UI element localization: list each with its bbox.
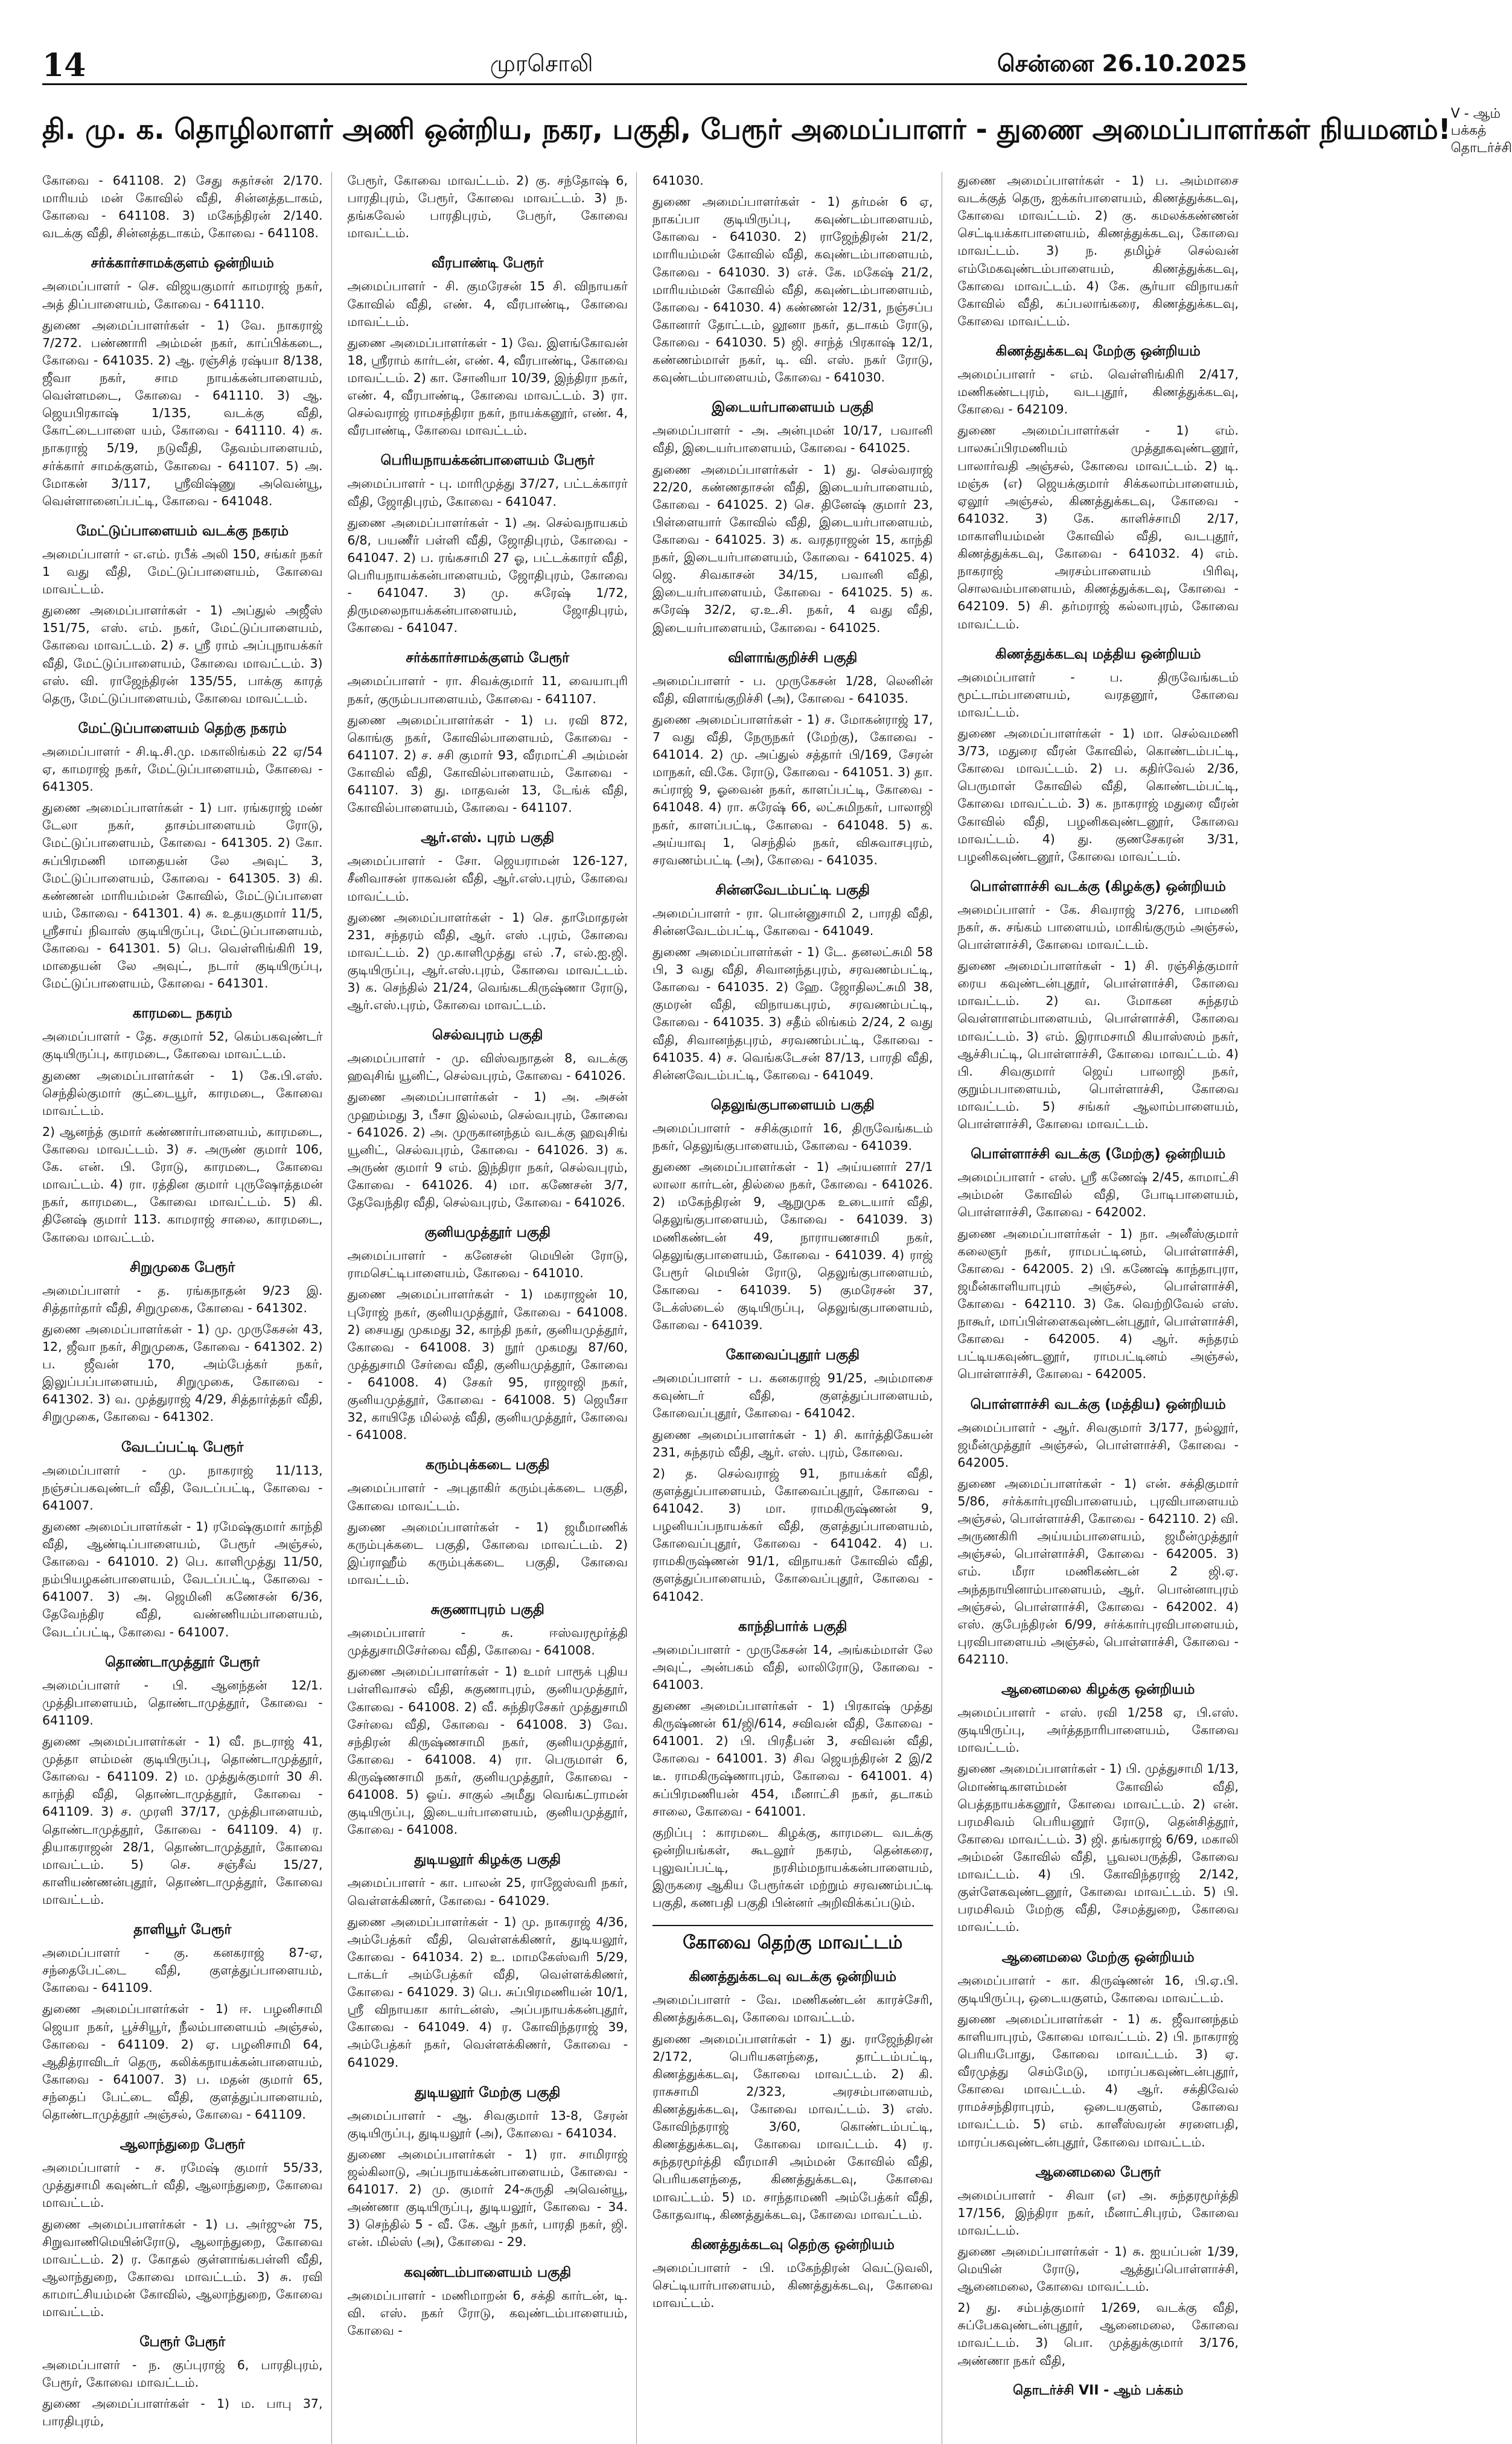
article-columns [42, 172, 1247, 2429]
appointment-section [42, 172, 323, 242]
appointment-text: அமைப்பாளர் - பு. மாரிமுத்து 37/27, பட்டக்காரர் வீதி, ஜோதிபுரம், கோவை - 641047. [347, 476, 628, 509]
masthead [42, 47, 1247, 85]
appointment-section [958, 1146, 1239, 1383]
appointment-text: துணை அமைப்பாளர்கள் - 1) சி. ரஞ்சித்குமார் ரைய கவுண்டன்புதூர், பொள்ளாச்சி, கோவை மாவட்டம். 2) வ. மோகன சுந்தரம் வெள்ளாளம்பாளையம், பொள்ளாச்சி, கோவை மாவட்டம். 3) எம். இராமசாமி கியாஸ்ஸம் நகர், ஆச்சிபட்டி, பொள்ளாச்சி, கோவை மாவட்டம். 4) பி. சிவகுமார் ஜெய் பாலாஜி நகர், குறும்பபாளையம், பொள்ளாச்சி, கோவை மாவட்டம். 5) சங்கர் ஆலாம்பாளையம், பொள்ளாச்சி, கோவை மாவட்டம். [957, 959, 1239, 1132]
appointment-section [42, 255, 323, 509]
appointment-text: அமைப்பாளர் - சசிக்குமார் 16, திருவேங்கடம் நகர், தெலுங்குபாளையம், கோவை - 641039. [652, 1120, 933, 1153]
district-heading: கோவை தெற்கு மாவட்டம் [652, 1925, 933, 1956]
appointment-text: அமைப்பாளர் - ந. குப்புராஜ் 6, பாரதிபுரம், பேரூர், கோவை மாவட்டம். [42, 2358, 323, 2390]
appointment-section [958, 879, 1239, 1133]
appointment-text: துணை அமைப்பாளர்கள் - 1) அய்யனார் 27/1 லாலா கார்டன், தில்லை நகர், கோவை - 641026. 2) மகேந்திரன் 9, ஆறுமுக உடையார் வீதி, தெலுங்குபாளையம், கோவை - 641039. 3) மணிகண்டன் 49, நாராயணசாமி நகர், தெலுங்குபாளையம், கோவை - 641039. 4) ராஜ் பேரூர் மெயின் ரோடு, தெலுங்குபாளையம், கோவை - 641039. 5) குமரேசன் 37, டேக்ஸ்டைல் குடியிருப்பு, தெலுங்குபாளையம், கோவை - 641039. [652, 1160, 933, 1333]
section-heading: பொள்ளாச்சி வடக்கு (கிழக்கு) ஒன்றியம் [970, 878, 1227, 895]
appointment-text: அமைப்பாளர் - ப. முருகேசன் 1/28, லெனின் வீதி, விளாங்குறிச்சி (அ), கோவை - 641035. [652, 673, 933, 706]
appointment-text: அமைப்பாளர் - எஸ். ஸ்ரீ கணேஷ் 2/45, காமாட்சி அம்மன் கோவில் வீதி, போடிபாளையம், பொள்ளாச்சி, கோவை - 642002. [957, 1170, 1239, 1220]
appointment-section [958, 343, 1239, 633]
appointment-text: அமைப்பாளர் - முருகேசன் 14, அங்கம்மாள் லே அவுட், அன்பகம் வீதி, லாலிரோடு, கோவை - 641003. [652, 1642, 933, 1692]
appointment-text: அமைப்பாளர் - எ.எம். ரபீக் அலி 150, சங்கர் நகர் 1 வது வீதி, மேட்டுப்பாளையம், கோவை மாவட்டம். [42, 546, 323, 597]
appointment-section [652, 172, 933, 386]
appointment-section [652, 1347, 933, 1605]
section-heading: துடியலூர் மேற்கு பகுதி [415, 2084, 561, 2101]
appointment-section [652, 400, 933, 636]
appointment-text: அமைப்பாளர் - கே. சிவராஜ் 3/276, பாமணி நகர், சு. சங்கம் பாளையம், மாகிங்குரும் அஞ்சல், பொள்ளாச்சி, கோவை மாவட்டம். [957, 902, 1239, 952]
appointment-text: துணை அமைப்பாளர்கள் - 1) வே. நாகராஜ் 7/272. பண்ணாரி அம்மன் நகர், காப்பிக்கடை, கோவை - 641035. 2) ஆ. ரஞ்சித் ரஷ்யா 8/138, ஜீவா நகர், சாம நாயக்கன்பாளையம், வெள்ளமடை, கோவை - 641110. 3) ஆ. ஜெயபிரகாஷ் 1/135, வடக்கு வீதி, கோட்டைபாளை யம், கோவை - 641110. 4) சு. நாகராஜ் 5/19, நடுவீதி, தேவம்பாளையம், சர்க்கார் சாமக்குளம், கோவை - 641107. 5) அ. மோகன் 3/117, ஸ்ரீவிஷ்ணு அவென்யூ, வெள்ளானைப்பட்டி, கோவை - 641048. [42, 317, 323, 508]
section-heading: சின்னவேடம்பட்டி பகுதி [715, 882, 870, 898]
section-heading: செல்வபுரம் பகுதி [432, 1027, 543, 1044]
appointment-section [652, 2237, 933, 2312]
appointment-text: துணை அமைப்பாளர்கள் - 1) அப்துல் அஜீஸ் 151/75, எஸ். எம். நகர், மேட்டுப்பாளையம், கோவை மாவட்டம். 2) ச. ஸ்ரீ ராம் அப்புநாயக்கர் வீதி, மேட்டுப்பாளையம், கோவை மாவட்டம். 3) எஸ். வி. ராஜேந்திரன் 135/55, பாக்கு காரத் தெரு, மேட்டுப்பாளையம், கோவை மாவட்டம். [42, 603, 323, 706]
appointment-text: அமைப்பாளர் - பி. மகேந்திரன் வெட்டுவலி, செட்டியார்பாளையம், கிணத்துக்கடவு, கோவை மாவட்டம். [652, 2260, 933, 2310]
section-heading: பேரூர் பேரூர் [139, 2334, 226, 2350]
appointment-text: அமைப்பாளர் - கு. கனகராஜ் 87-ஏ, சந்தைபேட்டை வீதி, குளத்துப்பாளையம், கோவை - 641109. [42, 1945, 323, 1996]
appointment-text: துணை அமைப்பாளர்கள் - 1) மு. நாகராஜ் 4/36, அம்பேத்கர் வீதி, வெள்ளக்கிணர், துடியலூர், கோவை - 641034. 2) உ. மாமகேஸ்வரி 5/29, டாக்டர் அம்பேத்கர் வீதி, வெள்ளக்கிணர், கோவை - 641029. 3) பெ. சுப்பிரமணியன் 10/1, ஸ்ரீ விநாயகா கார்டன்ஸ், அப்பநாயக்கன்புதூர், கோவை - 641049. 4) ர. கோவிந்தராஜ் 39, அம்பேத்கர் நகர், வெள்ளக்கிணர், கோவை - 641029. [347, 1914, 628, 2070]
appointment-text: அமைப்பாளர் - சிவா (எ) அ. சுந்தரமூர்த்தி 17/156, இந்திரா நகர், மீனாட்சிபுரம், கோவை மாவட்டம். [957, 2187, 1239, 2238]
section-heading: மேட்டுப்பாளையம் வடக்கு நகரம் [76, 523, 289, 539]
appointment-text: அமைப்பாளர் - கனேசன் மெயின் ரோடு, ராமசெட்டிபாளையம், கோவை - 641010. [347, 1248, 628, 1281]
section-heading: ஆலாந்துறை பேரூர் [120, 2137, 245, 2153]
section-heading: இடையர்பாளையம் பகுதி [712, 400, 874, 416]
section-heading: சுகுணாபுரம் பகுதி [430, 1602, 544, 1618]
appointment-section [652, 1619, 933, 1912]
appointment-text: துணை அமைப்பாளர்கள் - 1) ஈ. பழனிசாமி ஜெயா நகர், பூச்சியூர், நீலம்பாளையம் அஞ்சல், கோவை - 641109. 2) ஏ. பழனிசாமி 64, ஆதித்ராவிடர் தெரு, கலிக்கநாயக்கன்பாளையம், கோவை - 641007. 3) ப. மதன் குமார் 65, சந்தைப் பேட்டை வீதி, குளத்துப்பாளையம், தொண்டாமுத்தூர் அஞ்சல், கோவை - 641109. [42, 2002, 323, 2122]
appointment-section [42, 1440, 323, 1641]
section-heading: கவுண்டம்பாளையம் பகுதி [404, 2264, 572, 2280]
appointment-text: துணை அமைப்பாளர்கள் - 1) ஜமீமாணிக் கரும்புக்கடை பகுதி, கோவை மாவட்டம். 2) இப்ராஹீம் கரும்புக்கடை பகுதி, கோவை மாவட்டம். [347, 1519, 628, 1587]
appointment-text: துணை அமைப்பாளர்கள் - 1) து. ராஜேந்திரன் 2/172, பெரியகளந்தை, தாட்டம்பட்டி, கிணத்துக்கடவு, கோவை மாவட்டம். 2) கி. ராசுசாமி 2/323, அரசம்பாளையம், கிணத்துக்கடவு, கோவை மாவட்டம். 3) எஸ். கோவிந்தராஜ் 3/60, கொண்டம்பட்டி, கிணத்துக்கடவு, கோவை மாவட்டம். 4) ர. சுந்தரமூர்த்தி வீரமாசி அம்மன் கோவில் வீதி, பெரியகளந்தை, கிணத்துக்கடவு, கோவை மாவட்டம். 5) ம. சாந்தாமணி அம்பேத்கர் வீதி, கோதவாடி, கிணத்துக்கடவு, கோவை மாவட்டம். [652, 2031, 933, 2222]
appointment-section [652, 1925, 933, 1956]
appointment-section [42, 2137, 323, 2321]
appointment-text: அமைப்பாளர் - ப. திருவேங்கடம் மூட்டாம்பாளையம், வரதனூர், கோவை மாவட்டம். [957, 669, 1239, 719]
section-heading: குனியமுத்தூர் பகுதி [424, 1225, 551, 1241]
section-heading: பொள்ளாச்சி வடக்கு (மத்திய) ஒன்றியம் [970, 1396, 1226, 1412]
appointment-text: 641030. [652, 173, 704, 188]
appointment-section [42, 2334, 323, 2430]
appointment-text: அமைப்பாளர் - மணிமாறன் 6, சக்தி கார்டன், டி. வி. எஸ். நகர் ரோடு, கவுண்டம்பாளையம், கோவை - [347, 2288, 628, 2338]
section-heading: கிணத்துக்கடவு வடக்கு ஒன்றியம் [689, 1969, 897, 1985]
appointment-text: துணை அமைப்பாளர்கள் - 1) சு. ஐயப்பன் 1/39, மெயின் ரோடு, ஆத்துப்பொள்ளாச்சி, ஆனைமலை, கோவை மாவட்டம். [957, 2244, 1239, 2294]
appointment-text: துணை அமைப்பாளர்கள் - 1) எம். பாலசுப்பிரமணியம் முத்தூகவுண்டனூர், பாலார்வதி அஞ்சல், கோவை மாவட்டம். 2) டி. மஞ்சு (எ) ஜெயக்குமார் சிக்கலாம்பாளையம், ஏலூர் அஞ்சல், கிணத்துக்கடவு, கோவை - 641032. 3) கே. காளிச்சாமி 2/17, மாகாளியம்மன் கோவில் வீதி, வடபுதூர், கிணத்துக்கடவு, கோவை - 641032. 4) எம். நாகராஜ் அரசம்பாளையம் பிரிவு, சொலவம்பாளையம், கிணத்துக்கடவு, கோவை - 642109. 5) சி. தர்மராஜ் கல்லாபுரம், கோவை மாவட்டம். [957, 423, 1239, 631]
appointment-section [42, 721, 323, 993]
appointment-text: துணை அமைப்பாளர்கள் - 1) கே.பி.எஸ். செந்தில்குமார் குட்டையூர், காரமடை, கோவை மாவட்டம். [42, 1068, 323, 1118]
appointment-text: துணை அமைப்பாளர்கள் - 1) ரா. சாமிராஜ் ஜல்கிலாடு, அப்பநாயக்கன்பாளையம், கோவை - 641017. 2) மு. குமார் 24-சுருதி அவென்யூ, அண்ணா குடியிருப்பு, துடியலூர், கோவை - 34. 3) செந்தில் 5 - வீ. கே. ஆர் நகர், பாரதி நகர், ஜி. என். மில்ஸ் (அ), கோவை - 29. [347, 2146, 628, 2250]
appointment-text: அமைப்பாளர் - மு. நாகராஜ் 11/113, நஞ்சப்பகவுண்டர் வீதி, வேடப்பட்டி, கோவை - 641007. [42, 1463, 323, 1513]
section-heading: வீரபாண்டி பேரூர் [431, 255, 544, 272]
appointment-section [42, 1922, 323, 2123]
appointment-section [958, 1950, 1239, 2151]
appointment-text: துணை அமைப்பாளர்கள் - 1) ப. ரவி 872, கொங்கு நகர், கோவில்பாளையம், கோவை - 641107. 2) ச. சசி குமார் 93, வீரமாட்சி அம்மன் கோவில் வீதி, கோவில்பாளையம், கோவை - 641107. 3) து. மாதவன் 13, டேங்க் வீதி, கோவில்பாளையம், கோவை - 641107. [347, 712, 628, 815]
appointment-section [652, 1969, 933, 2223]
page-number: 14 [42, 46, 86, 84]
appointment-text: அமைப்பாளர் - எம். வெள்ளிங்கிரி 2/417, மணிகண்டபுரம், வடபுதூர், கிணத்துக்கடவு, கோவை - 642109. [957, 366, 1239, 417]
headline-row [42, 100, 1512, 163]
appointment-text: துணை அமைப்பாளர்கள் - 1) உமர் பாரூக் புதிய பள்ளிவாசல் வீதி, சுகுணாபுரம், குனியமுத்தூர், கோவை - 641008. 2) வீ. சுந்திரசேகர் முத்துசாமி சேர்வை வீதி, கோவை - 641008. 3) வே. சந்திரன் கிருஷ்ணசாமி நகர், குனியமுத்தூர், கோவை - 641008. 4) ரா. பெருமாள் 6, கிருஷ்ணசாமி நகர், குனியமுத்தூர், கோவை - 641008. 5) ஓய். சாகுல் அமீது வெங்கட்ராமன் குடியிருப்பு, இடையர்பாளையம், குனியமுத்தூர், கோவை - 641008. [347, 1664, 628, 1837]
appointment-section [958, 1397, 1239, 1669]
appointment-text: அமைப்பாளர் - கா. பாலன் 25, ராஜேஸ்வரி நகர், வெள்ளக்கிணர், கோவை - 641029. [347, 1875, 628, 1908]
article-column [348, 172, 637, 2444]
appointment-text: அமைப்பாளர் - ஆ. சிவகுமார் 13-8, சேரன் குடியிருப்பு, துடியலூர் (அ), கோவை - 641034. [347, 2108, 628, 2140]
appointment-text: துணை அமைப்பாளர்கள் - 1) வீ. நடராஜ் 41, முத்தா ளம்மன் குடியிருப்பு, தொண்டாமுத்தூர், கோவை - 641109. 2) ம. முத்துக்குமார் 30 சி. காந்தி வீதி, தொண்டாமுத்தூர், கோவை - 641109. 3) ச. முரளி 37/17, முத்திபாளையம், தொண்டாமுத்தூர், கோவை - 641109. 4) ர. தியாகராஜன் 28/1, தொண்டாமுத்தூர், கோவை மாவட்டம். 5) செ. சஞ்சீவ் 15/27, காளியண்ணன்புதூர், தொண்டாமுத்தூர், கோவை மாவட்டம். [42, 1734, 323, 1907]
appointment-text: துணை அமைப்பாளர்கள் - 1) ம. பாபு 37, பாரதிபுரம், [42, 2396, 323, 2429]
appointment-section [958, 1682, 1239, 1936]
section-heading: சிறுமுகை பேரூர் [130, 1259, 235, 1275]
appointment-text: பேரூர், கோவை மாவட்டம். 2) கு. சந்தோஷ் 6, பாரதிபுரம், பேரூர், கோவை மாவட்டம். 3) ந. தங்கவேல் பாரதிபுரம், பேரூர், கோவை மாவட்டம். [347, 173, 628, 241]
appointment-text: துணை அமைப்பாளர்கள் - 1) ப. அர்ஜுன் 75, சிறுவாணிமெயின்ரோடு, ஆலாந்துறை, கோவை மாவட்டம். 2) ர. கோதல் குள்ளாங்கபள்ளி வீதி, ஆலாந்துறை, கோவை மாவட்டம். 3) சு. ரவி காமாட்சியம்மன் கோவில், ஆலாந்துறை, கோவை மாவட்டம். [42, 2216, 323, 2320]
appointment-section [348, 453, 628, 637]
page-date: சென்னை 26.10.2025 [997, 50, 1247, 77]
section-heading: விளாங்குறிச்சி பகுதி [728, 649, 858, 666]
appointment-text: அமைப்பாளர் - ரா. பொன்னுசாமி 2, பாரதி வீதி, சின்னவேடம்பட்டி, கோவை - 641049. [652, 905, 933, 938]
appointment-text: அமைப்பாளர் - ரா. சிவக்குமார் 11, வையாபுரி நகர், குரும்பபாளையம், கோவை - 641107. [347, 674, 628, 706]
section-heading: கிணத்துக்கடவு தெற்கு ஒன்றியம் [691, 2236, 895, 2253]
section-heading: கிணத்துக்கடவு மேற்கு ஒன்றியம் [995, 343, 1201, 359]
appointment-text: துணை அமைப்பாளர்கள் - 1) டே. தனலட்சுமி 58 பி, 3 வது வீதி, சிவானந்தபுரம், சரவணம்பட்டி, கோவை - 641035. 2) ஹே. ஜோதிலட்சுமி 38, குமரன் வீதி, விநாயகபுரம், சரவணம்பட்டி, கோவை - 641035. 3) சதீம் லிங்கம் 2/24, 2 வது வீதி, சிவானந்தபுரம், சரவணம்பட்டி, கோவை - 641035. 4) ச. வெங்கடேசன் 87/13, பாரதி வீதி, சின்னவேடம்பட்டி, கோவை - 641049. [652, 945, 933, 1082]
appointment-text: துணை அமைப்பாளர்கள் - 1) பா. ரங்கராஜ் மண் டேலா நகர், தாசம்பாளையம் ரோடு, மேட்டுப்பாளையம், கோவை - 641305. 2) கோ. சுப்பிரமணி மாதையன் லே அவுட் 3, மேட்டுப்பாளையம், கோவை - 641305. 3) கி. கண்ணன் மாரியம்மன் கோவில், மேட்டுப்பாளை யம், கோவை - 641301. 4) சு. உதயகுமார் 11/5, ஸ்ரீசாய் நிவாஸ் குடியிருப்பு, மேட்டுப்பாளையம், கோவை - 641301. 5) பெ. வெள்ளிங்கிரி 19, மாதையன் லே அவுட், நடார் குடியிருப்பு, மேட்டுப்பாளையம், கோவை - 641301. [42, 800, 323, 991]
page-headline: தி. மு. க. தொழிலாளர் அணி ஒன்றிய, நகர, பகுதி, பேரூர் அமைப்பாளர் - துணை அமைப்பாளர்கள் நியமனம்! [42, 113, 1451, 145]
appointment-text: அமைப்பாளர் - பி. ஆனந்தன் 12/1. முத்திபாளையம், தொண்டாமுத்தூர், கோவை - 641109. [42, 1677, 323, 1728]
paper-name: முரசொலி [490, 50, 593, 77]
appointment-text: துணை அமைப்பாளர்கள் - 1) மா. செல்வமணி 3/73, மதுரை வீரன் கோவில், கொண்டம்பட்டி, கோவை மாவட்டம். 2) ப. கதிர்வேல் 2/36, பெருமாள் கோவில் வீதி, கொண்டம்பட்டி, கோவை மாவட்டம். 3) க. நாகராஜ் மதுரை வீரன் கோவில் வீதி, பழனிகவுண்டனூர், கோவை மாவட்டம். 4) து. குணசேகரன் 3/31, பழனிகவுண்டனூர், கோவை மாவட்டம். [957, 726, 1239, 864]
appointment-section [348, 1225, 628, 1444]
appointment-section [42, 1654, 323, 1909]
appointment-text: துணை அமைப்பாளர்கள் - 1) சி. கார்த்திகேயன் 231, சுந்தரம் வீதி, ஆர். எஸ். புரம், கோவை. [652, 1427, 933, 1460]
section-heading: துடியலூர் கிழக்கு பகுதி [414, 1852, 561, 1868]
article-column [42, 172, 332, 2444]
appointment-section [348, 1602, 628, 1839]
appointment-section [652, 882, 933, 1084]
appointment-text: அமைப்பாளர் - அ. அன்புமன் 10/17, பவானி வீதி, இடையர்பாளையம், கோவை - 641025. [652, 423, 933, 456]
appointment-text: அமைப்பாளர் - மு. விஸ்வநாதன் 8, வடக்கு ஹவுசிங் யூனிட், செல்வபுரம், கோவை - 641026. [347, 1051, 628, 1083]
section-heading: பொள்ளாச்சி வடக்கு (மேற்கு) ஒன்றியம் [971, 1146, 1226, 1163]
appointment-text: துணை அமைப்பாளர்கள் - 1) தர்மன் 6 ஏ, நாகப்பா குடியிருப்பு, கவுண்டம்பாளையம், கோவை - 641030. 2) ராஜேந்திரன் 21/2, மாரியம்மன் கோவில் வீதி, கவுண்டம்பாளையம், கோவை - 641030. 3) எச். கே. மகேஷ் 21/2, மாரியம்மன் கோவில் வீதி, கவுண்டம்பாளையம், கோவை - 641030. 4) கண்ணன் 12/31, நஞ்சப்ப கோனார் தோட்டம், லூனா நகர், தடாகம் ரோடு, கோவை - 641030. 5) ஜி. சாந்த் பிரகாஷ் 12/1, கண்ணம்மாள் நகர், டி. வி. எஸ். நகர் ரோடு, கவுண்டம்பாளையம், கோவை - 641030. [652, 194, 933, 385]
section-heading: கிணத்துக்கடவு மத்திய ஒன்றியம் [995, 646, 1201, 662]
appointment-section [42, 1260, 323, 1426]
appointment-text: அமைப்பாளர் - சி. குமரேசன் 15 சி. விநாயகர் கோவில் வீதி, எண். 4, வீரபாண்டி, கோவை மாவட்டம். [347, 279, 628, 329]
appointment-text: அமைப்பாளர் - எஸ். ரவி 1/258 ஏ, பி.எஸ். குடியிருப்பு, அர்த்தநாரிபாளையம், கோவை மாவட்டம். [957, 1705, 1239, 1755]
appointment-section [348, 1852, 628, 2071]
appointment-section [348, 830, 628, 1014]
appointment-text: துணை அமைப்பாளர்கள் - 1) ப. அம்மாசை வடக்குத் தெரு, ஐக்கர்பாளையம், கிணத்துக்கடவு, கோவை மாவட்டம். 2) கு. கமலக்கண்ணன் செட்டியக்காபாளையம், கிணத்துக்கடவு, கோவை மாவட்டம். 3) ந. தமிழ்ச் செல்வன் எம்மேகவுண்டம்பாளையம், கிணத்துக்கடவு, கோவை மாவட்டம். 4) கே. சூர்யா விநாயகர் கோவில் வீதி, கப்பலாங்கரை, கிணத்துக்கடவு, கோவை மாவட்டம். [957, 173, 1239, 328]
appointment-text: துணை அமைப்பாளர்கள் - 1) அ. செல்வநாயகம் 6/8, பயணீர் பள்ளி வீதி, ஜோதிபுரம், கோவை - 641047. 2) ப. ரங்கசாமி 27 ஓ, பட்டக்காரர் வீதி, பெரியநாயக்கன்பாளையம், ஜோதிபுரம், கோவை - 641047. 3) மு. சுரேஷ் 1/72, திருமலைநாயக்கன்பாளையம், ஜோதிபுரம், கோவை - 641047. [347, 515, 628, 636]
section-heading: மேட்டுப்பாளையம் தெற்கு நகரம் [78, 720, 287, 736]
appointment-text: துணை அமைப்பாளர்கள் - 1) வே. இளங்கோவன் 18, ஸ்ரீராம் கார்டன், எண். 4, வீரபாண்டி, கோவை மாவட்டம். 2) கா. சோனியா 10/39, இந்திரா நகர், எண். 4, வீரபாண்டி, கோவை மாவட்டம். 3) ரா. செல்வராஜ் ராமசந்திரா நகர், நாயக்கனூர், எண். 4, வீரபாண்டி, கோவை மாவட்டம். [347, 335, 628, 438]
appointment-text: அமைப்பாளர் - சு. ஈஸ்வரமூர்த்தி முத்துசாமிசேர்வை வீதி, கோவை - 641008. [347, 1626, 628, 1658]
appointment-text: அமைப்பாளர் - அபுதாகிர் கரும்புக்கடை பகுதி, கோவை மாவட்டம். [347, 1481, 628, 1513]
section-heading: சர்க்கார்சாமக்குளம் ஒன்றியம் [91, 255, 274, 272]
appointment-text: 2) த. செல்வராஜ் 91, நாயக்கர் வீதி, குளத்துப்பாளையம், கோவைப்புதூர், கோவை - 641042. 3) மா. ராமகிருஷ்ணன் 9, பழனியப்பநாயக்கர் வீதி, குளத்துப்பாளையம், கோவைப்புதூர், கோவை - 641042. 4) ப. ராமகிருஷ்ணன் 91/1, விநாயகர் கோவில் வீதி, குளத்துப்பாளையம், கோவைப்புதூர், கோவை - 641042. [652, 1466, 933, 1604]
appointment-text: அமைப்பாளர் - கா. கிருஷ்ணன் 16, பி.ஏ.பி. குடியிருப்பு, ஒடையகுளம், கோவை மாவட்டம். [957, 1973, 1239, 2005]
section-heading: தொண்டாமுத்தூர் பேரூர் [105, 1654, 260, 1670]
appointment-section [348, 255, 628, 439]
section-heading: பெரியநாயக்கன்பாளையம் பேரூர் [380, 453, 595, 469]
appointment-section [958, 172, 1239, 330]
appointment-text: அமைப்பாளர் - செ. விஜயகுமார் காமராஜ் நகர், அத் திப்பாளையம், கோவை - 641110. [42, 279, 323, 311]
appointment-section [42, 523, 323, 707]
section-heading: ஆனைமலை பேரூர் [1035, 2164, 1161, 2180]
appointment-text: அமைப்பாளர் - சி.டி.சி.மு. மகாலிங்கம் 22 ஏ/54 ஏ, காமராஜ் நகர், மேட்டுப்பாளையம், கோவை - 641305. [42, 744, 323, 794]
appointment-text: துணை அமைப்பாளர்கள் - 1) ரமேஷ்குமார் காந்தி வீதி, ஆண்டிப்பாளையம், பேரூர் அஞ்சல், கோவை - 641010. 2) பெ. காளிமுத்து 11/50, நம்பியழகன்பாளையம், வேடப்பட்டி, கோவை - 641007. 3) அ. ஜெமினி கணேசன் 6/36, தேவேந்திர வீதி, வண்ணியம்பாளையம், வேடப்பட்டி, கோவை - 641007. [42, 1519, 323, 1639]
article-column [652, 172, 942, 2444]
appointment-section [652, 650, 933, 869]
appointment-section [652, 1097, 933, 1334]
appointment-text: துணை அமைப்பாளர்கள் - 1) க. ஜீவானந்தம் காளியாபுரம், கோவை மாவட்டம். 2) பி. நாகராஜ் பெரியபோது, கோவை மாவட்டம். 3) ஏ. வீரமுத்து செம்மேடு, மாரப்பகவுண்டன்புதூர், கோவை மாவட்டம். 4) ஆர். சக்திவேல் ராமச்சந்திராபுரம், ஒடையகுளம், கோவை மாவட்டம். 5) எம். காளீஸ்வரன் சரளைபதி, மாரப்பகவுண்டன்புதூர், கோவை மாவட்டம். [957, 2011, 1239, 2149]
appointment-text: துணை அமைப்பாளர்கள் - 1) அ. அசன் முஹம்மது 3, பீசா இல்லம், செல்வபுரம், கோவை - 641026. 2) அ. முருகானந்தம் வடக்கு ஹவுசிங் யூனிட், செல்வபுரம், கோவை - 641026. 3) க. அருண் குமார் 9 எம். இந்திரா நகர், செல்வபுரம், கோவை - 641026. 4) மா. கணேசன் 3/7, தேவேந்திர வீதி, செல்வபுரம், கோவை - 641026. [347, 1090, 628, 1210]
appointment-text: அமைப்பாளர் - வே. மணிகண்டன் காரச்சேரி, கிணத்துக்கடவு, கோவை மாவட்டம். [652, 1993, 933, 2025]
appointment-text: துணை அமைப்பாளர்கள் - 1) செ. தாமோதரன் 231, சந்தரம் வீதி, ஆர். எஸ் .புரம், கோவை மாவட்டம். 2) மு.காளிமுத்து எல் .7, எல்.ஐ.ஜி. குடியிருப்பு, ஆர்.எஸ்.புரம், கோவை மாவட்டம். 3) க. செந்தில் 21/24, வெங்கடகிருஷ்ணா ரோடு, ஆர்.எஸ்.புரம், கோவை மாவட்டம். [347, 910, 628, 1013]
appointment-text: அமைப்பாளர் - ச. ரமேஷ் குமார் 55/33, முத்துசாமி கவுண்டர் வீதி, ஆலாந்துறை, கோவை மாவட்டம். [42, 2160, 323, 2210]
section-heading: கோவைப்புதூர் பகுதி [726, 1347, 860, 1364]
appointment-text: துணை அமைப்பாளர்கள் - 1) பிரகாஷ் முத்து கிருஷ்ணன் 61/ஜி/614, சவிவன் வீதி, கோவை - 641001. 2) பி. பிரதீபன் 3, சவிவன் வீதி, கோவை - 641001. 3) சிவ ஜெயந்திரன் 2 இ/2 டீ. ராமகிருஷ்ணாபுரம், கோவை - 641001. 4) சுப்பிரமணியன் 454, மீனாட்சி நகர், தடாகம் சாலை, கோவை - 641001. [652, 1698, 933, 1819]
article-column [958, 172, 1248, 2444]
appointment-section [348, 2265, 628, 2340]
appointment-text: துணை அமைப்பாளர்கள் - 1) ச. மோகன்ராஜ் 17, 7 வது வீதி, நேருநகர் (மேற்கு), கோவை - 641014. 2) மு. அப்துல் சத்தார் பி/169, சேரன் மாநகர், வி.கே. ரோடு, கோவை - 641051. 3) தா. சுப்ராஜ் 9, ஓவைன் நகர், காளப்பட்டி, கோவை - 641048. 4) ரா. சுரேஷ் 66, லட்சுமிநகர், பாலாஜி நகர், காளப்பட்டி, கோவை - 641048. 5) க. அய்யாவு 1, செந்தில் நகர், விசுவாசபுரம், சரவணம்பட்டி (அ), கோவை - 641035. [652, 712, 933, 867]
section-heading: ஆர்.எஸ். புரம் பகுதி [421, 830, 555, 846]
appointment-section [958, 646, 1239, 866]
appointment-text: கோவை - 641108. 2) சேது சுதர்சன் 2/170. மாரியம் மன் கோவில் வீதி, சின்னத்தடாகம், கோவை - 641108. 3) மகேந்திரன் 2/140. வடக்கு வீதி, சின்னத்தடாகம், கோவை - 641108. [42, 173, 323, 241]
appointment-text: துணை அமைப்பாளர்கள் - 1) நா. அனீஸ்குமார் கலைஞர் நகர், ராமபட்டினம், பொள்ளாச்சி, கோவை - 642005. 2) பி. கணேஷ் காந்தாபுரா, ஜமீன்காளியாபுரம் அஞ்சல், பொள்ளாச்சி, கோவை - 642110. 3) கே. வெற்றிவேல் எஸ். நாகூர், மாப்பிள்ளைகவுண்டன்புதூர், பொள்ளாச்சி, கோவை - 642005. 4) ஆர். சுந்தரம் பட்டியகவுண்டனூர், ராமபட்டினம் அஞ்சல், பொள்ளாச்சி, கோவை - 642005. [957, 1226, 1239, 1382]
section-heading: வேடப்பட்டி பேரூர் [121, 1439, 244, 1455]
appointment-section [348, 1027, 628, 1211]
appointment-text: துணை அமைப்பாளர்கள் - 1) து. செல்வராஜ் 22/20, கண்ணதாசன் வீதி, இடையர்பாளையம், கோவை - 641025. 2) செ. தினேஷ் குமார் 23, பிள்ளையார் கோவில் வீதி, இடையர்பாளையம், கோவை - 641025. 3) க. வரதராஜன் 15, காந்தி நகர், இடையர்பாளையம், கோவை - 641025. 4) ஜெ. சிவகாசன் 34/15, பவானி வீதி, இடையர்பாளையம், கோவை - 641025. 5) க. சுரேஷ் 32/2, ஏ.உ.சி. நகர், 4 வது வீதி, இடையர்பாளையம், கோவை - 641025. [652, 462, 933, 635]
section-heading: காந்திபார்க் பகுதி [738, 1618, 847, 1635]
continuation-note: தொடர்ச்சி VII - ஆம் பக்கம் [1013, 2382, 1184, 2398]
appointment-text: துணை அமைப்பாளர்கள் - 1) மு. முருகேசன் 43, 12, ஜீவா நகர், சிறுமுகை, கோவை - 641302. 2) ப. ஜீவன் 170, அம்பேத்கர் நகர், இலுப்பப்பாளையம், சிறுமுகை, கோவை - 641302. 3) வ. முத்துராஜ் 4/29, சித்தார்த்தர் வீதி, சிறுமுகை, கோவை - 641302. [42, 1321, 323, 1425]
appointment-section [348, 2085, 628, 2251]
section-heading: ஆனைமலை மேற்கு ஒன்றியம் [1001, 1949, 1195, 1965]
section-heading: காரமடை நகரம் [132, 1006, 232, 1022]
appointment-section [348, 172, 628, 242]
appointment-text: 2) ஆனந்த் குமார் கண்ணார்பாளையம், காரமடை, கோவை மாவட்டம். 3) ச. அருண் குமார் 106, கே. என். பி. ரோடு, காரமடை, கோவை மாவட்டம். 4) ரா. ரத்தின குமார் புருஷோத்தமன் நகர், காரமடை, கோவை மாவட்டம். 5) கி. தினேஷ் குமார் 113. காமராஜ் சாலை, காரமடை, கோவை மாவட்டம். [42, 1124, 323, 1245]
section-heading: தெலுங்குபாளையம் பகுதி [710, 1097, 875, 1113]
section-heading: கரும்புக்கடை பகுதி [426, 1457, 550, 1473]
appointment-text: 2) து. சம்பத்குமார் 1/269, வடக்கு வீதி, சுப்பேகவுண்டன்புதூர், ஆனைமலை, கோவை மாவட்டம். 3) பொ. முத்துக்குமார் 3/176, அண்ணா நகர் வீதி, [957, 2300, 1239, 2368]
appointment-text: அமைப்பாளர் - ப. கனகராஜ் 91/25, அம்மாசை கவுண்டர் வீதி, குளத்துப்பாளையம், கோவைப்புதூர், கோவை - 641042. [652, 1371, 933, 1421]
appointment-text: அமைப்பாளர் - ஆர். சிவகுமார் 3/177, நல்லூர், ஜமீன்முத்தூர் அஞ்சல், பொள்ளாச்சி, கோவை - 642005. [957, 1420, 1239, 1470]
section-heading: தாளியூர் பேரூர் [133, 1922, 232, 1938]
appointment-text: அமைப்பாளர் - தே. சகுமார் 52, கெம்பகவுண்டர் குடியிருப்பு, காரமடை, கோவை மாவட்டம். [42, 1029, 323, 1062]
appointment-section [42, 1006, 323, 1246]
appointment-text: துணை அமைப்பாளர்கள் - 1) பி. முத்துசாமி 1/13, மொண்டிகாளம்மன் கோவில் வீதி, பெத்தநாயக்கனூர், கோவை மாவட்டம். 2) என். பரமசிவம் பெரியனூர் ரோடு, தென்சித்தூர், கோவை மாவட்டம். 3) ஜி. தங்கராஜ் 6/69, மகாலி அம்மன் கோவில் வீதி, பூவலபருத்தி, கோவை மாவட்டம். 4) பி. கோவிந்தராஜ் 2/142, குள்ளேகவுண்டனூர், கோவை மாவட்டம். 5) பி. பரமசிவம் மேற்கு வீதி, சேமத்துறை, கோவை மாவட்டம். [957, 1761, 1239, 1935]
continued-from-note: V - ஆம் பக்கத் தொடர்ச்சி [1450, 106, 1512, 156]
appointment-section [958, 2165, 1239, 2370]
appointment-text: துணை அமைப்பாளர்கள் - 1) என். சக்திகுமார் 5/86, சர்க்கார்புரவிபாளையம், புரவிபாளையம் அஞ்சல், பொள்ளாச்சி, கோவை - 642110. 2) வி. அருணகிரி அய்யம்பாளையம், ஜமீன்முத்தூர் அஞ்சல், பொள்ளாச்சி, கோவை - 642005. 3) எம். மீரா மணிகண்டன் 2 ஜி.ஏ. அந்தநாயினாம்பாளையம், ஆர். பொன்னாபுரம் அஞ்சல், பொள்ளாச்சி, கோவை - 642002. 4) எஸ். குபேந்திரன் 6/99, சர்க்கார்புரவிபாளையம், புரவிபாளையம் அஞ்சல், பொள்ளாச்சி, கோவை - 642110. [957, 1476, 1239, 1667]
section-heading: சர்க்கார்சாமக்குளம் பேரூர் [406, 650, 570, 666]
appointment-text: அமைப்பாளர் - த. ரங்கநாதன் 9/23 இ. சித்தார்தார் வீதி, சிறுமுகை, கோவை - 641302. [42, 1283, 323, 1315]
appointment-text: குறிப்பு : காரமடை கிழக்கு, காரமடை வடக்கு ஒன்றியங்கள், கூடலூர் நகரம், தென்கரை, புலுவப்பட்டி, நரசிம்மநாயக்கன்பாளையம், இருகரை ஆகிய பேரூர்கள் மற்றும் சரவணம்பட்டி பகுதி, கணபதி பகுதி பின்னர் அறிவிக்கப்படும். [652, 1825, 933, 1910]
appointment-section [348, 650, 628, 817]
appointment-text: அமைப்பாளர் - சோ. ஜெயராமன் 126-127, சீனிவாசன் ராகவன் வீதி, ஆர்.எஸ்.புரம், கோவை மாவட்டம். [347, 853, 628, 904]
appointment-section [348, 1457, 628, 1589]
appointment-text: துணை அமைப்பாளர்கள் - 1) மகராஜன் 10, புரோஜ் நகர், குனியமுத்தூர், கோவை - 641008. 2) சையது முகமது 32, காந்தி நகர், குனியமுத்தூர், கோவை - 641008. 3) நூர் முகமது 87/60, முத்துசாமி சேர்வை வீதி, குனியமுத்தூர், கோவை - 641008. 4) சேகர் 95, ராஜாஜி நகர், குனியமுத்தூர், கோவை - 641008. 5) ஜெயீசா 32, காயிதே மில்லத் வீதி, குனியமுத்தூர், கோவை - 641008. [347, 1287, 628, 1443]
section-heading: ஆனைமலை கிழக்கு ஒன்றியம் [1001, 1682, 1195, 1698]
